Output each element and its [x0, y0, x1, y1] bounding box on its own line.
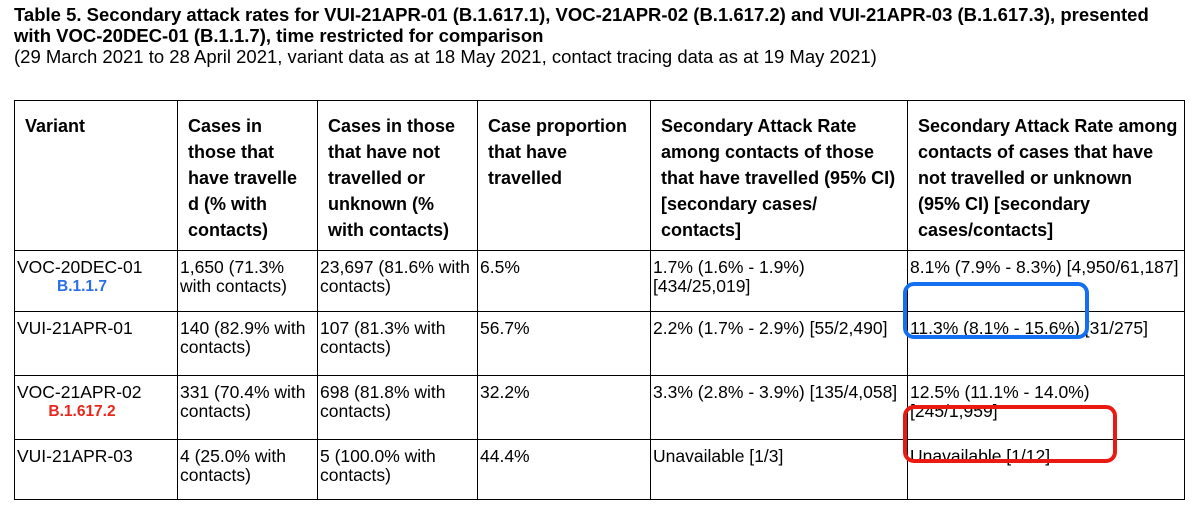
header-case-proportion: Case proportion that have travelled [478, 101, 651, 251]
cases-travelled-cell: 331 (70.4% with contacts) [178, 376, 318, 440]
table-subtitle: (29 March 2021 to 28 April 2021, variant data as at 18 May 2021, contact tracing data as at 19 May 2021) [14, 46, 877, 67]
variant-cell [15, 376, 178, 440]
cases-travelled-cell: 4 (25.0% with contacts) [178, 440, 318, 500]
sar-not-travelled-cell: 12.5% (11.1% - 14.0%) [245/1,959] [908, 376, 1185, 440]
variant-name: VUI-21APR-01 [17, 318, 133, 338]
table-row [15, 440, 1185, 500]
header-cases-travelled: Cases in those that have travelle d (% with contacts) [178, 101, 318, 251]
header-variant: Variant [15, 101, 178, 251]
cases-not-travelled-cell: 698 (81.8% with contacts) [318, 376, 478, 440]
table-title: Table 5. Secondary attack rates for VUI-21APR-01 (B.1.617.1), VOC-21APR-02 (B.1.617.2) and VUI-21APR-03 (B.1.617.3), presented with VOC-20DEC-01 (B.1.1.7), time restricted for comparison [14, 4, 1149, 46]
lineage-label-red: B.1.617.2 [48, 403, 116, 420]
cases-travelled-cell: 140 (82.9% with contacts) [178, 312, 318, 376]
variant-name: VOC-21APR-02 [17, 382, 142, 402]
sar-travelled-cell: 3.3% (2.8% - 3.9%) [135/4,058] [651, 376, 908, 440]
variant-cell [15, 312, 178, 376]
sar-not-travelled-cell: 8.1% (7.9% - 8.3%) [4,950/61,187] [908, 251, 1185, 312]
proportion-cell: 44.4% [478, 440, 651, 500]
header-cases-not-travelled: Cases in those that have not travelled or unknown (% with contacts) [318, 101, 478, 251]
sar-not-travelled-cell: 11.3% (8.1% - 15.6%) [31/275] [908, 312, 1185, 376]
cases-not-travelled-cell: 5 (100.0% with contacts) [318, 440, 478, 500]
cases-not-travelled-cell: 23,697 (81.6% with contacts) [318, 251, 478, 312]
secondary-attack-rate-table [14, 100, 1185, 500]
table-caption [14, 4, 1189, 68]
cases-not-travelled-cell: 107 (81.3% with contacts) [318, 312, 478, 376]
proportion-cell: 56.7% [478, 312, 651, 376]
header-row [15, 101, 1185, 251]
variant-cell [15, 440, 178, 500]
sar-travelled-cell: 1.7% (1.6% - 1.9%) [434/25,019] [651, 251, 908, 312]
sar-travelled-cell: Unavailable [1/3] [651, 440, 908, 500]
table-row [15, 376, 1185, 440]
header-sar-travelled: Secondary Attack Rate among contacts of those that have travelled (95% CI) [secondary cases/ contacts] [651, 101, 908, 251]
header-sar-not-travelled: Secondary Attack Rate among contacts of cases that have not travelled or unknown (95% CI) [secondary cases/contacts] [908, 101, 1185, 251]
table-row [15, 251, 1185, 312]
variant-name: VUI-21APR-03 [17, 446, 133, 466]
sar-travelled-cell: 2.2% (1.7% - 2.9%) [55/2,490] [651, 312, 908, 376]
variant-cell [15, 251, 178, 312]
proportion-cell: 6.5% [478, 251, 651, 312]
variant-name: VOC-20DEC-01 [17, 257, 143, 277]
table-row [15, 312, 1185, 376]
cases-travelled-cell: 1,650 (71.3% with contacts) [178, 251, 318, 312]
sar-not-travelled-cell: Unavailable [1/12] [908, 440, 1185, 500]
proportion-cell: 32.2% [478, 376, 651, 440]
lineage-label-blue: B.1.1.7 [57, 278, 107, 295]
